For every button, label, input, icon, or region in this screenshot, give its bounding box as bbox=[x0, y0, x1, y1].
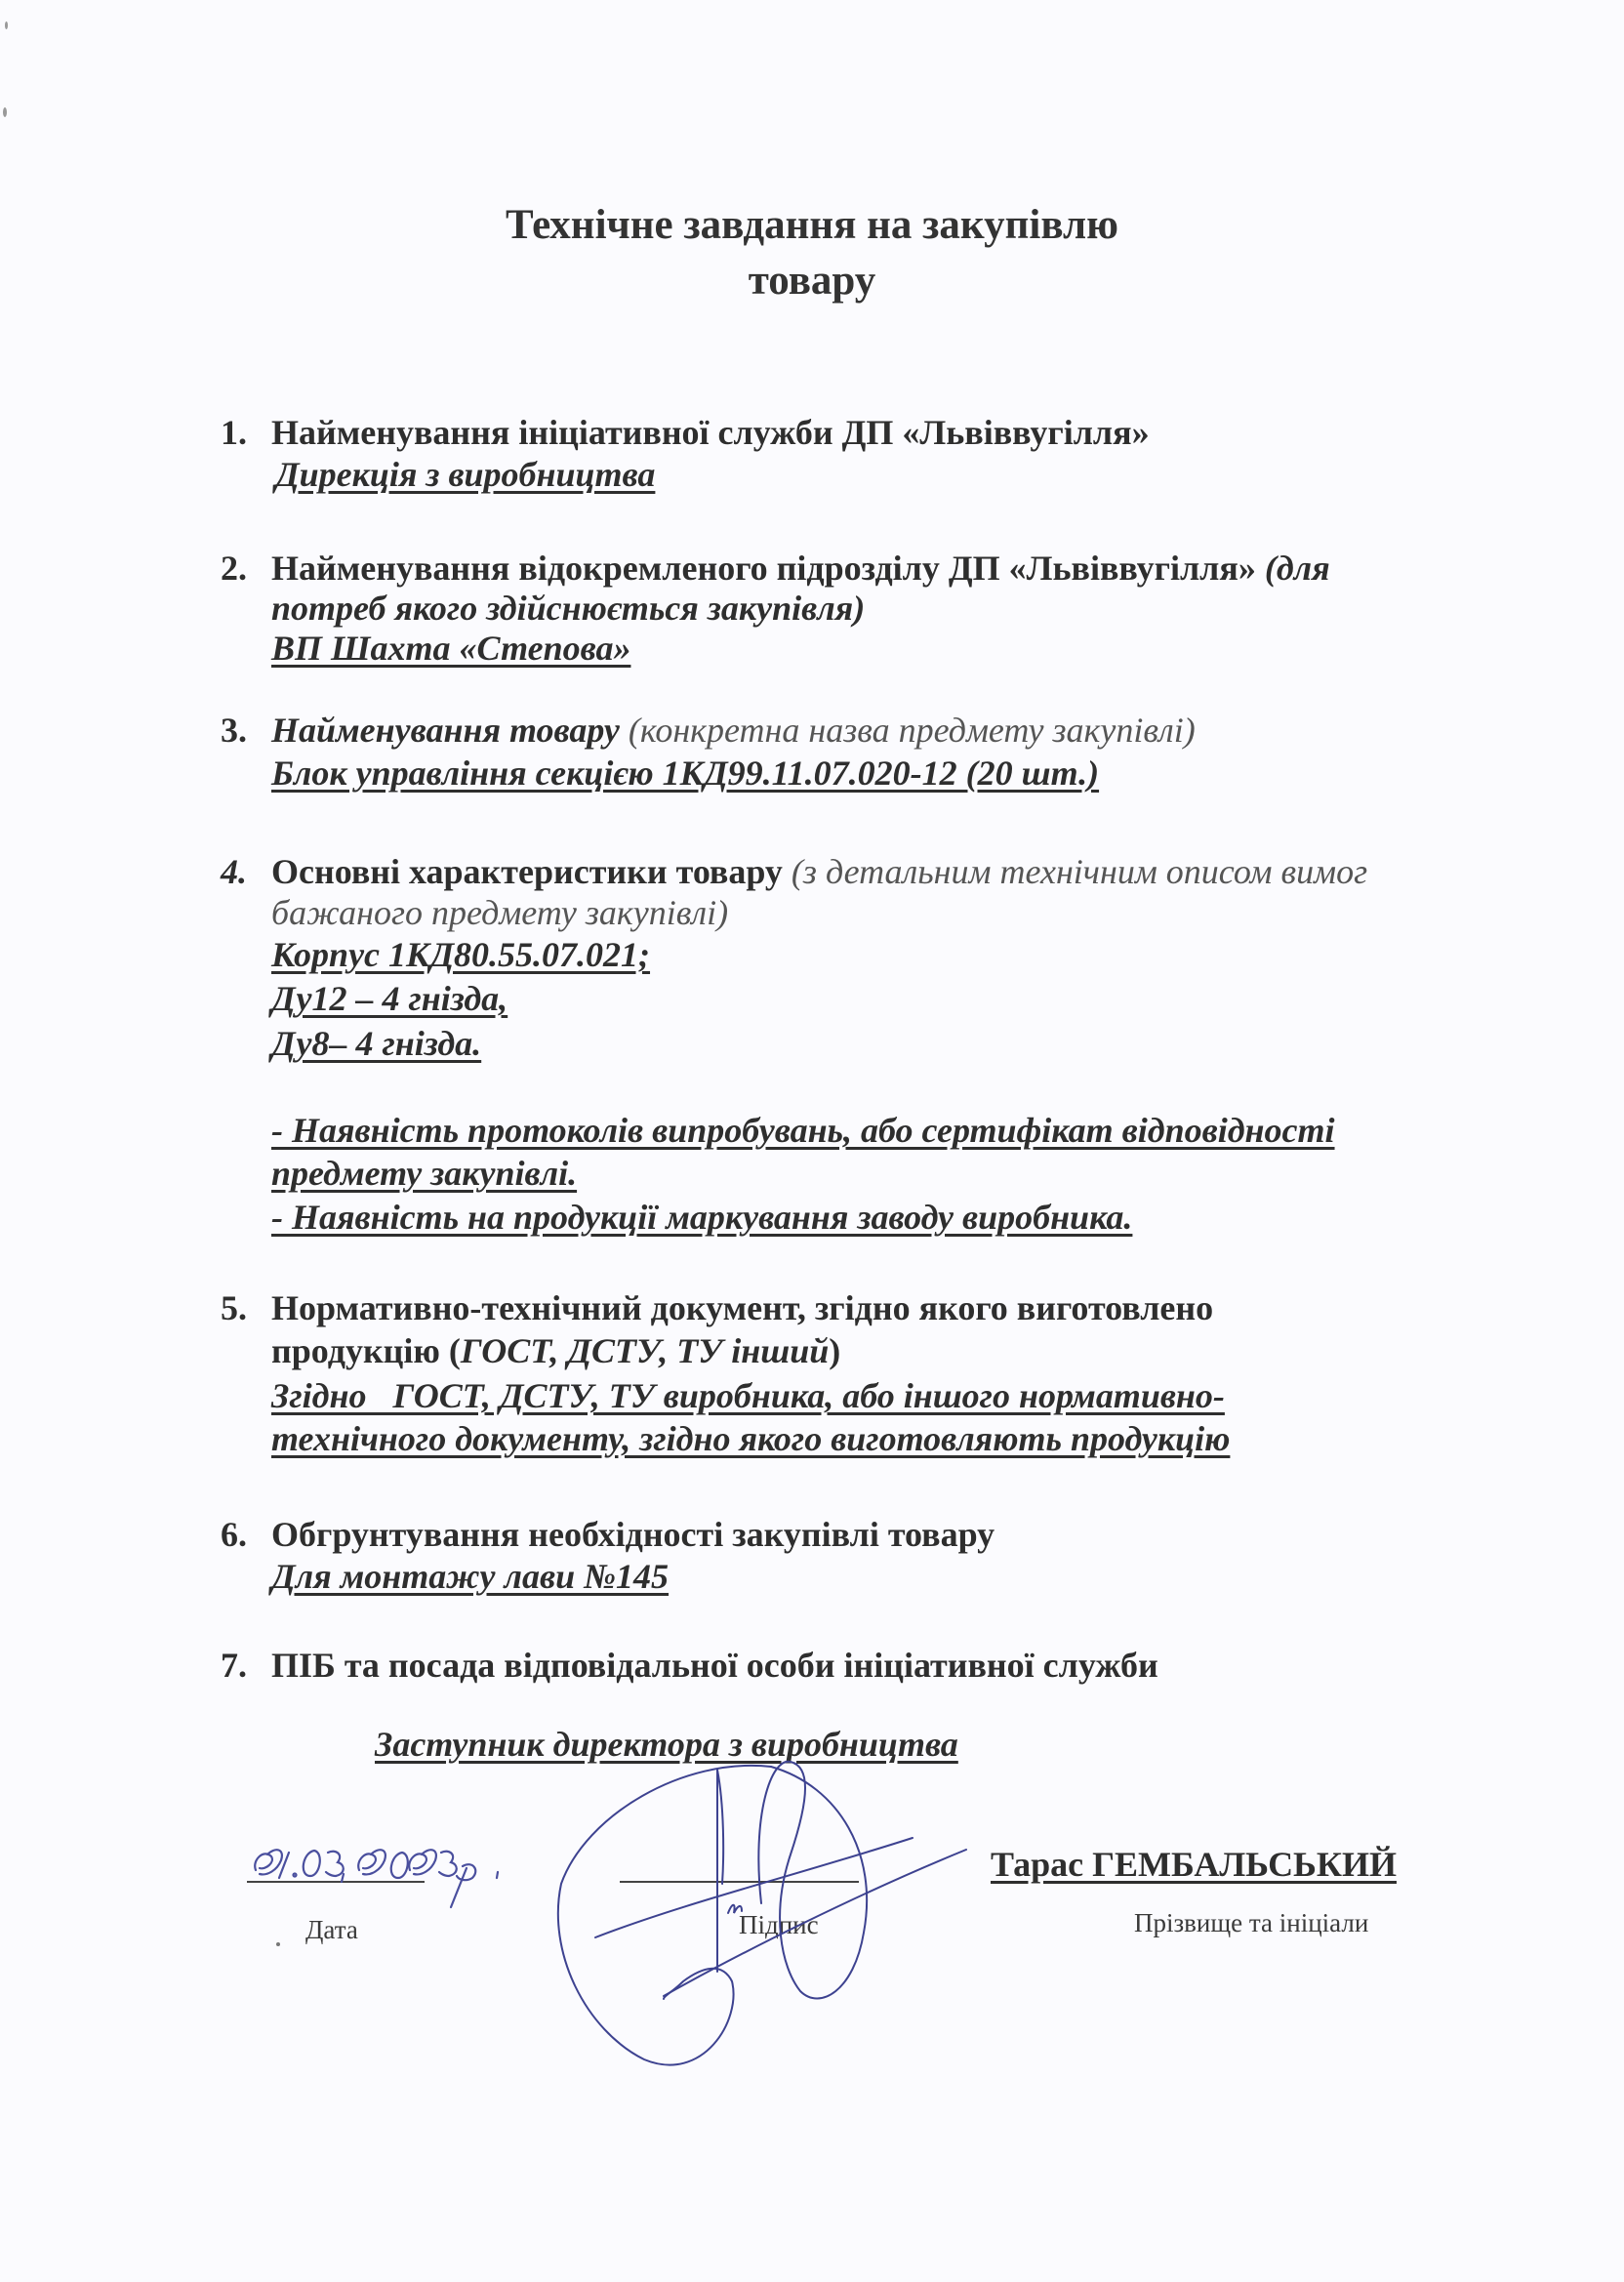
item-4-heading: Основні характеристики товару bbox=[271, 852, 783, 891]
item-4-requirement: - Наявність протоколів випробувань, або сертифікат відповідності bbox=[271, 1111, 1335, 1150]
scan-speck bbox=[5, 21, 8, 29]
item-1-heading: Найменування ініціативної служби ДП «Львіввугілля» bbox=[271, 413, 1150, 452]
item-4-answer-line: Ду12 – 4 гнізда, bbox=[271, 979, 508, 1018]
item-4-answer-line: Ду8– 4 гнізда. bbox=[271, 1024, 482, 1063]
scan-speck bbox=[276, 1942, 280, 1946]
label-name: Прізвище та ініціали bbox=[1134, 1908, 1369, 1937]
item-2-note-part1: (для bbox=[1264, 549, 1330, 588]
item-4-requirement: - Наявність на продукції маркування заводу виробника. bbox=[271, 1198, 1133, 1237]
item-4-note-part1: (з детальним технічним описом вимог bbox=[791, 852, 1368, 891]
item-5-number: 5. bbox=[221, 1288, 247, 1327]
item-6-heading: Обгрунтування необхідності закупівлі товару bbox=[271, 1515, 995, 1554]
item-4-answer-line: Корпус 1КД80.55.07.021; bbox=[271, 935, 651, 974]
item-1-number: 1. bbox=[221, 413, 247, 452]
label-signature: Підпис bbox=[739, 1910, 819, 1939]
item-4-number: 4. bbox=[221, 852, 247, 891]
item-3-heading: Найменування товару bbox=[271, 711, 620, 750]
item-6-number: 6. bbox=[221, 1515, 247, 1554]
item-2-heading: Найменування відокремленого підрозділу ДП «Львіввугілля» bbox=[271, 549, 1256, 588]
item-3-answer: Блок управління секцією 1КД99.11.07.020-12 (20 шт.) bbox=[271, 754, 1100, 793]
item-5-answer-line: Згідно ГОСТ, ДСТУ, ТУ виробника, або іншого нормативно- bbox=[271, 1376, 1225, 1415]
item-5-heading-italic: ГОСТ, ДСТУ, ТУ інший bbox=[460, 1331, 830, 1370]
responsible-position: Заступник директора з виробництва bbox=[375, 1725, 958, 1764]
responsible-name: Тарас ГЕМБАЛЬСЬКИЙ bbox=[991, 1845, 1397, 1884]
label-date: Дата bbox=[305, 1915, 358, 1944]
document-title-line2: товару bbox=[748, 258, 876, 304]
item-3-note: (конкретна назва предмету закупівлі) bbox=[628, 711, 1196, 750]
item-5-heading-part1: Нормативно-технічний документ, згідно якого виготовлено bbox=[271, 1288, 1214, 1327]
item-2-note-part2: потреб якого здійснюється закупівля) bbox=[271, 589, 866, 628]
scan-speck bbox=[3, 107, 7, 117]
item-3-number: 3. bbox=[221, 711, 247, 750]
item-5-answer-line: технічного документу, згідно якого виготовляють продукцію bbox=[271, 1419, 1231, 1458]
item-4-requirement: предмету закупівлі. bbox=[271, 1154, 578, 1193]
item-2-number: 2. bbox=[221, 549, 247, 588]
item-5-heading-part3: ) bbox=[829, 1331, 841, 1370]
document-title: Технічне завдання на закупівлю bbox=[506, 202, 1118, 248]
item-2-answer: ВП Шахта «Степова» bbox=[271, 629, 631, 668]
item-7-heading: ПІБ та посада відповідальної особи ініціативної служби bbox=[271, 1646, 1158, 1685]
item-7-number: 7. bbox=[221, 1646, 247, 1685]
item-5-heading-part2: продукцію ( bbox=[271, 1331, 461, 1370]
item-6-answer: Для монтажу лави №145 bbox=[271, 1557, 670, 1596]
item-4-note-part2: бажаного предмету закупівлі) bbox=[271, 893, 729, 932]
item-1-answer: Дирекція з виробництва bbox=[275, 455, 656, 494]
